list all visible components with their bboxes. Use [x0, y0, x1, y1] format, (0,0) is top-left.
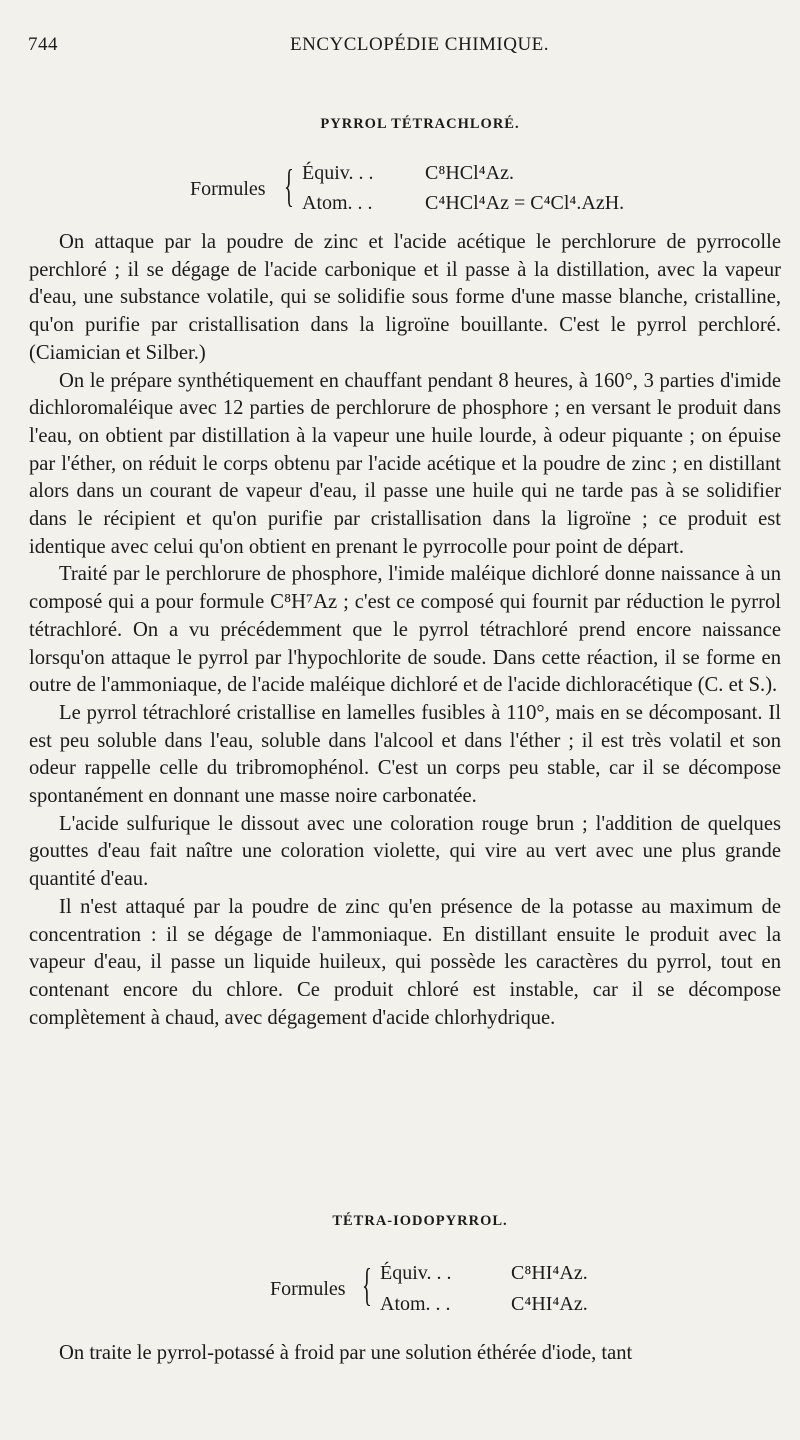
equiv-formula: C⁸HCl⁴Az. [425, 162, 514, 184]
paragraph: Traité par le perchlorure de phosphore, l'imide maléique dichloré donne naissance à un composé qui a pour formule C⁸H⁷Az ; c'est ce composé qui fournit par réduction le pyrrol tétrachloré. On a vu précédemment que le pyrrol tétrachloré prend encore naissance lorsqu'on attaque le pyrrol par l'hypochlorite de soude. Dans cette réaction, il se forme en outre de l'ammoniaque, de l'acide maléique dichloré et de l'acide dichloracétique (C. et S.). [29, 563, 781, 697]
section-title: TÉTRA-IODOPYRROL. [332, 1213, 508, 1229]
formulas-label: Formules [190, 178, 266, 200]
paragraph: Le pyrrol tétrachloré cristallise en lamelles fusibles à 110°, mais en se décomposant. Il est peu soluble dans l'eau, soluble dans l'alcool et dans l'éther ; il est très volatil et son odeur rappelle celle du tribromophénol. C'est un corps peu stable, car il se décompose spontanément en donnant une masse noire carbonatée. [29, 701, 781, 808]
paragraph: On traite le pyrrol-potassé à froid par une solution éthérée d'iode, tant [59, 1342, 633, 1364]
atom-label: Atom. . . [380, 1293, 451, 1315]
equiv-row [302, 162, 514, 185]
page-number: 744 [28, 34, 58, 55]
atom-label: Atom. . . [302, 192, 373, 214]
atom-formula: C⁴HCl⁴Az = C⁴Cl⁴.AzH. [425, 192, 625, 214]
atom-row [302, 192, 624, 215]
formulas-label: Formules [270, 1278, 346, 1300]
atom-formula: C⁴HI⁴Az. [511, 1293, 588, 1315]
running-title: ENCYCLOPÉDIE CHIMIQUE. [290, 34, 550, 55]
paragraph: L'acide sulfurique le dissout avec une coloration rouge brun ; l'addition de quelques gouttes d'eau fait naître une coloration violette, qui vire au vert avec une plus grande quantité d'eau. [29, 812, 781, 891]
section2-body [29, 1340, 781, 1368]
brace-symbol: { [284, 160, 294, 211]
equiv-formula: C⁸HI⁴Az. [511, 1262, 588, 1284]
section-title: PYRROL TÉTRACHLORÉ. [320, 116, 520, 132]
paragraph: Il n'est attaqué par la poudre de zinc qu'en présence de la potasse au maximum de concentration : il se dégage de l'ammoniaque. En distillant ensuite le produit avec la vapeur d'eau, il passe un liquide huileux, qui possède les caractères du pyrrol, tout en contenant encore du chlore. Ce produit chloré est instable, car il se décompose complètement à chaud, avec dégagement d'acide chlorhydrique. [29, 895, 781, 1029]
brace-symbol: { [362, 1259, 372, 1310]
equiv-label: Équiv. . . [302, 162, 374, 184]
atom-row [380, 1293, 588, 1316]
paragraph: On le prépare synthétiquement en chauffant pendant 8 heures, à 160°, 3 parties d'imide dichloromaléique avec 12 parties de perchlorure de phosphore ; en versant le produit dans l'eau, on obtient par distillation à la vapeur une huile lourde, à odeur piquante ; on épuise par l'éther, on réduit le corps obtenu par l'acide acétique et la poudre de zinc ; en distillant alors dans un courant de vapeur d'eau, il passe une huile qui ne tarde pas à se solidifier dans le récipient et qu'on purifie par cristallisation dans la ligroïne ; ce produit est identique avec celui qu'on obtient en prenant le pyrrocolle pour point de départ. [29, 369, 781, 558]
equiv-row [380, 1262, 588, 1285]
paragraph: On attaque par la poudre de zinc et l'acide acétique le perchlorure de pyrrocolle perchloré ; il se dégage de l'acide carbonique et il passe à la distillation, avec la vapeur d'eau, une substance volatile, qui se solidifie sous forme d'une masse blanche, cristalline, qu'on purifie par cristallisation dans la ligroïne bouillante. C'est le pyrrol perchloré. (Ciamician et Silber.) [29, 231, 781, 364]
equiv-label: Équiv. . . [380, 1262, 452, 1284]
section1-body [29, 229, 781, 1032]
